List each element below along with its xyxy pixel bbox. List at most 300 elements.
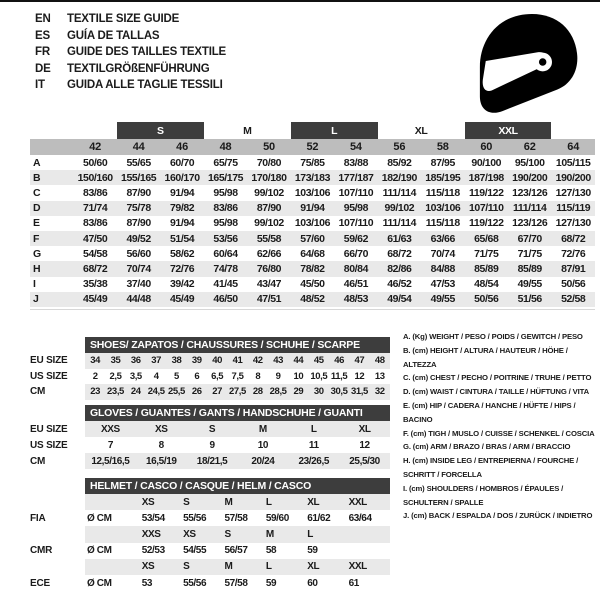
measurement-value-cell: 60/64 bbox=[213, 247, 238, 260]
language-row bbox=[35, 61, 226, 78]
helmet-size-cell: XL bbox=[307, 561, 320, 573]
measurement-value-cell: 61/63 bbox=[378, 231, 421, 246]
shoe-size-cell: 40 bbox=[212, 355, 223, 367]
legend-item: B. (cm) HEIGHT / ALTURA / HAUTEUR / HÖHE / ALTEZZA bbox=[403, 345, 568, 369]
shoe-size-cell: 13 bbox=[374, 370, 385, 382]
size-number-cell: 50 bbox=[247, 139, 290, 155]
size-number-cell: 48 bbox=[204, 139, 247, 155]
measurement-value-cell: 53/56 bbox=[204, 231, 247, 246]
measurement-value-cell: 48/52 bbox=[291, 292, 334, 307]
shoe-size-cell: 6 bbox=[194, 370, 200, 382]
measurement-row-G bbox=[30, 246, 595, 261]
measurement-value-cell: 46/50 bbox=[204, 292, 247, 307]
shoe-size-cell: 11,5 bbox=[330, 370, 348, 382]
row-values bbox=[85, 494, 390, 510]
measurement-value-cell: 47/51 bbox=[247, 292, 290, 307]
measurement-row-F bbox=[30, 231, 595, 246]
helmet-row-fia bbox=[30, 510, 390, 526]
shoe-size-cell: 23 bbox=[90, 386, 101, 398]
size-row-spacer bbox=[30, 139, 73, 155]
glove-size-cell: M bbox=[258, 423, 267, 435]
row-values bbox=[85, 453, 390, 469]
measurement-value-cell: 55/58 bbox=[247, 231, 290, 246]
measurement-legend bbox=[403, 330, 597, 523]
measurement-value-cell: 60/70 bbox=[169, 156, 195, 169]
measurement-value-cell: 177/187 bbox=[334, 170, 377, 185]
shoe-size-cell: 23,5 bbox=[107, 386, 124, 398]
helmet-size-cell: 53/54 bbox=[141, 512, 165, 524]
helmet-size-cell: L bbox=[307, 528, 313, 540]
measurement-value-cell: 75/85 bbox=[300, 156, 325, 169]
helmet-size-cell: 61 bbox=[348, 577, 359, 589]
helmet-size-cell: 52/53 bbox=[141, 545, 165, 557]
measurement-value-cell: 107/110 bbox=[338, 186, 374, 199]
measurement-value-cell: 90/100 bbox=[471, 156, 502, 169]
measurement-letter: D bbox=[30, 201, 73, 216]
top-border-rule bbox=[0, 0, 600, 2]
measurement-value-cell: 68/72 bbox=[387, 247, 412, 260]
measurement-value-cell: 78/82 bbox=[291, 261, 334, 276]
measurement-value-cell: 51/56 bbox=[508, 292, 551, 307]
measurement-value-cell: 85/92 bbox=[387, 156, 412, 169]
measurement-value-cell: 123/126 bbox=[512, 217, 548, 230]
measurement-value-cell: 127/130 bbox=[555, 186, 591, 199]
glove-size-cell: 10 bbox=[257, 439, 269, 451]
measurement-value-cell: 54/58 bbox=[83, 247, 108, 260]
measurement-value-cell: 66/70 bbox=[343, 247, 369, 260]
shoe-size-cell: 24,5 bbox=[147, 386, 165, 398]
measurement-row-B bbox=[30, 170, 595, 185]
measurement-value-cell: 50/56 bbox=[465, 292, 508, 307]
shoe-size-cell: 41 bbox=[232, 355, 243, 367]
helmet-size-cell: 54/55 bbox=[183, 545, 207, 557]
language-title: GUIDE DES TAILLES TEXTILE bbox=[67, 46, 226, 58]
measurement-value-cell: 170/180 bbox=[247, 170, 290, 185]
shoe-size-cell: 42 bbox=[252, 355, 263, 367]
legend-item: E. (cm) HIP / CADERA / HANCHE / HÜFTE / HIPS / BACINO bbox=[403, 400, 576, 424]
size-number-cell: 58 bbox=[421, 139, 464, 155]
measurement-value-cell: 52/58 bbox=[551, 292, 595, 307]
shoe-size-cell: 6,5 bbox=[211, 370, 224, 382]
helmet-size-cell: S bbox=[224, 528, 231, 540]
measurement-value-cell: 85/89 bbox=[508, 261, 551, 276]
measurement-value-cell: 83/86 bbox=[83, 186, 108, 199]
measurement-row-I bbox=[30, 277, 595, 292]
size-group-l: L bbox=[291, 122, 378, 139]
language-code: FR bbox=[35, 46, 50, 58]
shoe-size-cell: 10,5 bbox=[310, 370, 328, 382]
measurement-value-cell: 87/91 bbox=[551, 261, 595, 276]
shoe-size-cell: 39 bbox=[191, 355, 202, 367]
helmet-size-cell: 53 bbox=[141, 577, 153, 589]
row-label: CM bbox=[30, 386, 46, 398]
measurement-value-cell: 185/195 bbox=[421, 170, 464, 185]
shoe-size-cell: 28 bbox=[252, 386, 263, 398]
measurement-value-cell: 51/54 bbox=[160, 231, 203, 246]
measurement-value-cell: 68/72 bbox=[73, 261, 116, 276]
helmet-size-cell: 59 bbox=[265, 577, 277, 589]
shoe-size-cell: 27,5 bbox=[229, 386, 246, 398]
measurement-value-cell: 87/90 bbox=[247, 201, 290, 216]
gloves-table-header-bar bbox=[85, 405, 390, 421]
row-label: US SIZE bbox=[30, 439, 68, 451]
measurement-value-cell: 187/198 bbox=[465, 170, 508, 185]
language-title: GUIDA ALLE TAGLIE TESSILI bbox=[67, 79, 223, 91]
measurement-value-cell: 123/126 bbox=[512, 186, 548, 199]
measurement-value-cell: 70/80 bbox=[256, 156, 282, 169]
measurement-value-cell: 127/130 bbox=[555, 217, 591, 230]
shoe-size-cell: 24 bbox=[130, 386, 141, 398]
size-number-cell: 64 bbox=[551, 139, 595, 155]
shoe-size-cell: 30,5 bbox=[330, 386, 348, 398]
shoe-size-cell: 2 bbox=[92, 370, 98, 382]
measurement-value-cell: 107/110 bbox=[465, 201, 508, 216]
measurement-value-cell: 190/200 bbox=[508, 170, 551, 185]
measurement-value-cell: 87/90 bbox=[126, 217, 151, 230]
measurement-row-H bbox=[30, 261, 595, 276]
section-divider-rule bbox=[30, 309, 595, 310]
helmet-size-cell: XS bbox=[141, 561, 155, 573]
measurement-value-cell: 48/53 bbox=[334, 292, 377, 307]
glove-size-cell: 23/26,5 bbox=[298, 455, 330, 467]
glove-size-cell: 7 bbox=[107, 439, 113, 451]
measurement-letter: H bbox=[30, 261, 73, 276]
shoe-size-cell: 12 bbox=[354, 370, 365, 382]
shoe-size-cell: 34 bbox=[90, 355, 101, 367]
language-title-list bbox=[35, 11, 226, 94]
shoe-size-cell: 9 bbox=[275, 370, 281, 382]
legend-item: C. (cm) CHEST / PECHO / POITRINE / TRUHE / PETTO bbox=[403, 373, 592, 383]
measurement-value-cell: 56/60 bbox=[126, 247, 151, 260]
shoe-size-cell: 38 bbox=[171, 355, 182, 367]
measurement-value-cell: 70/74 bbox=[117, 261, 160, 276]
helmet-size-cell: 57/58 bbox=[224, 577, 248, 589]
helmet-size-cell: 59 bbox=[307, 545, 318, 557]
shoes-table-rows bbox=[30, 353, 390, 400]
shoes-size-table bbox=[30, 337, 390, 400]
measurement-value-cell: 43/47 bbox=[256, 278, 282, 291]
measurement-value-cell: 83/86 bbox=[204, 201, 247, 216]
language-row bbox=[35, 28, 226, 45]
measurement-value-cell: 57/60 bbox=[291, 231, 334, 246]
size-group-xxl: XXL bbox=[465, 122, 552, 139]
size-number-cell: 62 bbox=[508, 139, 551, 155]
measurement-value-cell: 50/60 bbox=[83, 156, 108, 169]
measurement-value-cell: 47/53 bbox=[430, 278, 455, 291]
measurement-value-cell: 79/82 bbox=[160, 201, 203, 216]
shoe-size-cell: 30 bbox=[313, 386, 324, 398]
measurement-value-cell: 71/75 bbox=[474, 247, 499, 260]
shoe-size-cell: 44 bbox=[293, 355, 304, 367]
standard-label bbox=[30, 494, 85, 510]
glove-size-cell: XS bbox=[154, 423, 168, 435]
measurement-value-cell: 115/118 bbox=[425, 186, 460, 199]
measurement-value-cell: 75/78 bbox=[117, 201, 160, 216]
measurement-value-cell: 35/38 bbox=[83, 278, 108, 291]
shoes-row-cm bbox=[30, 384, 390, 400]
shoe-size-cell: 31,5 bbox=[350, 386, 368, 398]
measurement-value-cell: 80/84 bbox=[334, 261, 377, 276]
shoes-table-title: SHOES/ ZAPATOS / CHAUSSURES / SCHUHE / SCARPE bbox=[90, 339, 360, 351]
size-number-cell: 56 bbox=[378, 139, 421, 155]
measurement-value-cell: 82/86 bbox=[378, 261, 421, 276]
gloves-row-eu-size bbox=[30, 421, 390, 437]
language-row bbox=[35, 44, 226, 61]
shoe-size-cell: 4 bbox=[153, 370, 159, 382]
measurement-letter: G bbox=[33, 247, 41, 260]
main-size-table bbox=[30, 122, 595, 307]
measurement-value-cell: 103/106 bbox=[294, 186, 331, 199]
measurement-value-cell: 95/98 bbox=[213, 217, 238, 230]
helmet-size-cell: XS bbox=[183, 528, 196, 540]
diameter-cm-cell: Ø CM bbox=[87, 577, 112, 589]
row-values bbox=[85, 369, 390, 385]
measurement-value-cell: 115/118 bbox=[425, 217, 460, 230]
row-label: EU SIZE bbox=[30, 355, 68, 367]
measurement-letter: F bbox=[30, 231, 73, 246]
helmet-size-cell: 59/60 bbox=[265, 512, 289, 524]
language-code: IT bbox=[35, 79, 45, 91]
language-code: DE bbox=[35, 62, 51, 75]
helmet-size-cell: 61/62 bbox=[307, 512, 331, 524]
measurement-value-cell: 74/78 bbox=[204, 261, 247, 276]
measurement-value-cell: 76/80 bbox=[247, 261, 290, 276]
measurement-value-cell: 95/98 bbox=[334, 201, 377, 216]
measurement-value-cell: 85/89 bbox=[465, 261, 508, 276]
row-values bbox=[85, 421, 390, 437]
gloves-row-cm bbox=[30, 453, 390, 469]
measurement-value-cell: 63/66 bbox=[421, 231, 464, 246]
size-group-spacer bbox=[551, 122, 595, 139]
language-row bbox=[35, 11, 226, 28]
size-number-cell: 54 bbox=[334, 139, 377, 155]
helmet-size-cell: 57/58 bbox=[224, 512, 248, 524]
helmet-size-cell: S bbox=[183, 561, 190, 573]
measurement-value-cell: 41/45 bbox=[213, 278, 238, 291]
measurement-value-cell: 49/54 bbox=[378, 292, 421, 307]
shoes-row-us-size bbox=[30, 369, 390, 385]
shoe-size-cell: 43 bbox=[273, 355, 283, 367]
measurement-value-cell: 49/55 bbox=[517, 278, 542, 291]
measurement-value-cell: 111/114 bbox=[382, 186, 417, 199]
measurement-value-cell: 44/48 bbox=[117, 292, 160, 307]
shoe-size-cell: 32 bbox=[374, 386, 385, 398]
helmet-icon bbox=[467, 12, 585, 121]
legend-item: J. (cm) BACK / ESPALDA / DOS / ZURÜCK / INDIETRO bbox=[403, 511, 593, 521]
standard-label bbox=[30, 526, 85, 542]
shoe-size-cell: 28,5 bbox=[269, 386, 287, 398]
helmet-row-cmr bbox=[30, 543, 390, 559]
helmet-size-cell: XL bbox=[307, 496, 320, 508]
measurement-value-cell: 72/76 bbox=[160, 261, 203, 276]
measurement-value-cell: 59/62 bbox=[334, 231, 377, 246]
helmet-size-cell: 56/57 bbox=[224, 545, 248, 557]
measurement-value-cell: 87/95 bbox=[430, 156, 455, 169]
shoe-size-cell: 45 bbox=[313, 355, 324, 367]
measurement-value-cell: 72/76 bbox=[561, 247, 586, 260]
shoe-size-cell: 10 bbox=[293, 370, 304, 382]
glove-size-cell: S bbox=[208, 423, 216, 435]
size-group-m: M bbox=[243, 124, 252, 137]
measurement-row-E bbox=[30, 216, 595, 231]
helmet-size-cell: M bbox=[265, 528, 274, 540]
measurement-row-C bbox=[30, 185, 595, 200]
size-group-s: S bbox=[117, 122, 204, 139]
helmet-size-cell: M bbox=[224, 561, 233, 573]
measurement-value-cell: 91/94 bbox=[169, 217, 195, 230]
size-group-xl: XL bbox=[414, 124, 428, 137]
measurement-value-cell: 111/114 bbox=[382, 217, 417, 230]
measurement-letter: B bbox=[30, 170, 73, 185]
gloves-row-us-size bbox=[30, 437, 390, 453]
helmet-size-cell: 63/64 bbox=[348, 512, 372, 524]
helmet-size-label-row bbox=[30, 494, 390, 510]
measurement-value-cell: 84/88 bbox=[421, 261, 464, 276]
glove-size-cell: 8 bbox=[158, 439, 164, 451]
row-values bbox=[85, 384, 390, 400]
row-values bbox=[85, 559, 390, 575]
legend-item: H. (cm) INSIDE LEG / ENTREPIERNA / FOURCHE / SCHRITT / FORCELLA bbox=[403, 456, 579, 479]
standard-label: ECE bbox=[30, 577, 50, 589]
measurement-value-cell: 83/88 bbox=[343, 156, 369, 169]
measurement-value-cell: 115/119 bbox=[551, 201, 595, 216]
glove-size-cell: XL bbox=[358, 423, 371, 435]
measurement-value-cell: 95/100 bbox=[514, 156, 545, 169]
helmet-size-table bbox=[30, 478, 390, 591]
diameter-cm-cell bbox=[85, 494, 142, 510]
glove-size-cell: L bbox=[310, 423, 317, 435]
measurement-row-D bbox=[30, 201, 595, 216]
measurement-value-cell: 71/74 bbox=[73, 201, 116, 216]
shoe-size-cell: 36 bbox=[130, 355, 141, 367]
measurement-value-cell: 99/102 bbox=[378, 201, 421, 216]
measurement-value-cell: 99/102 bbox=[254, 217, 284, 230]
measurement-letter: A bbox=[33, 156, 41, 169]
row-values bbox=[85, 526, 390, 542]
helmet-table-rows bbox=[30, 494, 390, 591]
measurement-value-cell: 45/49 bbox=[73, 292, 116, 307]
shoe-size-cell: 26 bbox=[191, 386, 202, 398]
measurement-value-cell: 49/52 bbox=[117, 231, 160, 246]
language-code: EN bbox=[35, 13, 51, 25]
glove-size-cell: 16,5/19 bbox=[145, 455, 177, 467]
measurement-value-cell: 45/50 bbox=[300, 278, 325, 291]
glove-size-cell: 25,5/30 bbox=[349, 455, 380, 467]
shoe-size-cell: 2,5 bbox=[109, 370, 122, 382]
legend-item: D. (cm) WAIST / CINTURA / TAILLE / HÜFTUNG / VITA bbox=[403, 387, 589, 397]
glove-size-cell: XXS bbox=[101, 423, 120, 435]
shoes-row-eu-size bbox=[30, 353, 390, 369]
size-number-cell: 52 bbox=[291, 139, 334, 155]
helmet-size-cell: XXS bbox=[141, 528, 161, 540]
shoe-size-cell: 7,5 bbox=[231, 370, 244, 382]
measurement-value-cell: 95/98 bbox=[213, 186, 238, 199]
gloves-size-table bbox=[30, 405, 390, 469]
measurement-value-cell: 46/52 bbox=[387, 278, 412, 291]
measurement-value-cell: 160/170 bbox=[160, 170, 203, 185]
helmet-size-cell: XXL bbox=[348, 561, 367, 573]
measurement-value-cell: 190/200 bbox=[551, 170, 595, 185]
row-label: US SIZE bbox=[30, 370, 68, 382]
measurement-value-cell: 46/51 bbox=[343, 278, 369, 291]
measurement-value-cell: 119/122 bbox=[468, 186, 504, 199]
shoe-size-cell: 47 bbox=[354, 355, 365, 367]
helmet-row-ece bbox=[30, 575, 390, 591]
measurement-value-cell: 182/190 bbox=[378, 170, 421, 185]
measurement-value-cell: 155/165 bbox=[117, 170, 160, 185]
measurement-value-cell: 47/50 bbox=[73, 231, 116, 246]
language-code: ES bbox=[35, 29, 50, 42]
measurement-value-cell: 103/106 bbox=[294, 217, 331, 230]
helmet-size-cell bbox=[349, 526, 390, 542]
helmet-table-title: HELMET / CASCO / CASQUE / HELM / CASCO bbox=[90, 480, 312, 492]
measurement-row-A bbox=[30, 155, 595, 170]
diameter-cm-cell bbox=[85, 526, 142, 542]
gloves-table-title: GLOVES / GUANTES / GANTS / HANDSCHUHE / GUANTI bbox=[90, 407, 363, 419]
measurement-value-cell: 39/42 bbox=[169, 278, 195, 291]
row-values bbox=[85, 510, 390, 526]
glove-size-cell: 12,5/16,5 bbox=[91, 455, 130, 467]
row-label: EU SIZE bbox=[30, 423, 68, 435]
shoe-size-cell: 48 bbox=[374, 355, 385, 367]
shoe-size-cell: 25,5 bbox=[168, 386, 185, 398]
measurement-value-cell: 48/54 bbox=[474, 278, 499, 291]
glove-size-cell: 18/21,5 bbox=[196, 455, 228, 467]
row-label: CM bbox=[30, 455, 46, 467]
standard-label: CMR bbox=[30, 545, 53, 557]
measurement-value-cell: 107/110 bbox=[338, 217, 374, 230]
helmet-size-cell: L bbox=[265, 496, 272, 508]
helmet-size-cell: 58 bbox=[265, 545, 277, 557]
measurement-value-cell: 83/86 bbox=[83, 217, 108, 230]
measurement-letter: C bbox=[33, 186, 41, 199]
helmet-size-cell: L bbox=[265, 561, 272, 573]
language-title: TEXTILGRÖßENFÜHRUNG bbox=[67, 62, 210, 75]
helmet-size-cell: 60 bbox=[307, 577, 318, 589]
row-values bbox=[85, 353, 390, 369]
helmet-size-label-row bbox=[30, 526, 390, 542]
size-number-row bbox=[30, 139, 595, 155]
size-number-cell: 60 bbox=[465, 139, 508, 155]
standard-label bbox=[30, 559, 85, 575]
measurement-value-cell: 49/55 bbox=[421, 292, 464, 307]
language-title: TEXTILE SIZE GUIDE bbox=[67, 13, 180, 25]
glove-size-cell: 12 bbox=[359, 439, 370, 451]
measurement-value-cell: 45/49 bbox=[160, 292, 203, 307]
measurement-value-cell: 91/94 bbox=[291, 201, 334, 216]
language-title: GUÍA DE TALLAS bbox=[67, 29, 160, 42]
measurement-value-cell: 71/75 bbox=[517, 247, 542, 260]
measurement-value-cell: 99/102 bbox=[254, 186, 284, 199]
measurement-letter: I bbox=[33, 278, 36, 291]
measurement-value-cell: 37/40 bbox=[126, 278, 151, 291]
glove-size-cell: 11 bbox=[308, 439, 319, 451]
measurement-value-cell: 111/114 bbox=[508, 201, 551, 216]
legend-item: F. (cm) TIGH / MUSLO / CUISSE / SCHENKEL / COSCIA bbox=[403, 428, 595, 438]
measurement-value-cell: 91/94 bbox=[169, 186, 195, 199]
size-number-cell: 42 bbox=[73, 139, 116, 155]
helmet-size-cell: M bbox=[224, 496, 233, 508]
measurement-letter: E bbox=[33, 217, 40, 230]
measurement-value-cell: 64/68 bbox=[300, 247, 325, 260]
shoe-size-cell: 35 bbox=[110, 355, 121, 367]
measurement-value-cell: 173/183 bbox=[291, 170, 334, 185]
measurement-value-cell: 105/115 bbox=[555, 156, 591, 169]
helmet-size-cell: XS bbox=[141, 496, 155, 508]
measurement-value-cell: 55/65 bbox=[126, 156, 151, 169]
legend-item: A. (Kg) WEIGHT / PESO / POIDS / GEWITCH / PESO bbox=[403, 332, 583, 341]
row-values bbox=[85, 543, 390, 559]
